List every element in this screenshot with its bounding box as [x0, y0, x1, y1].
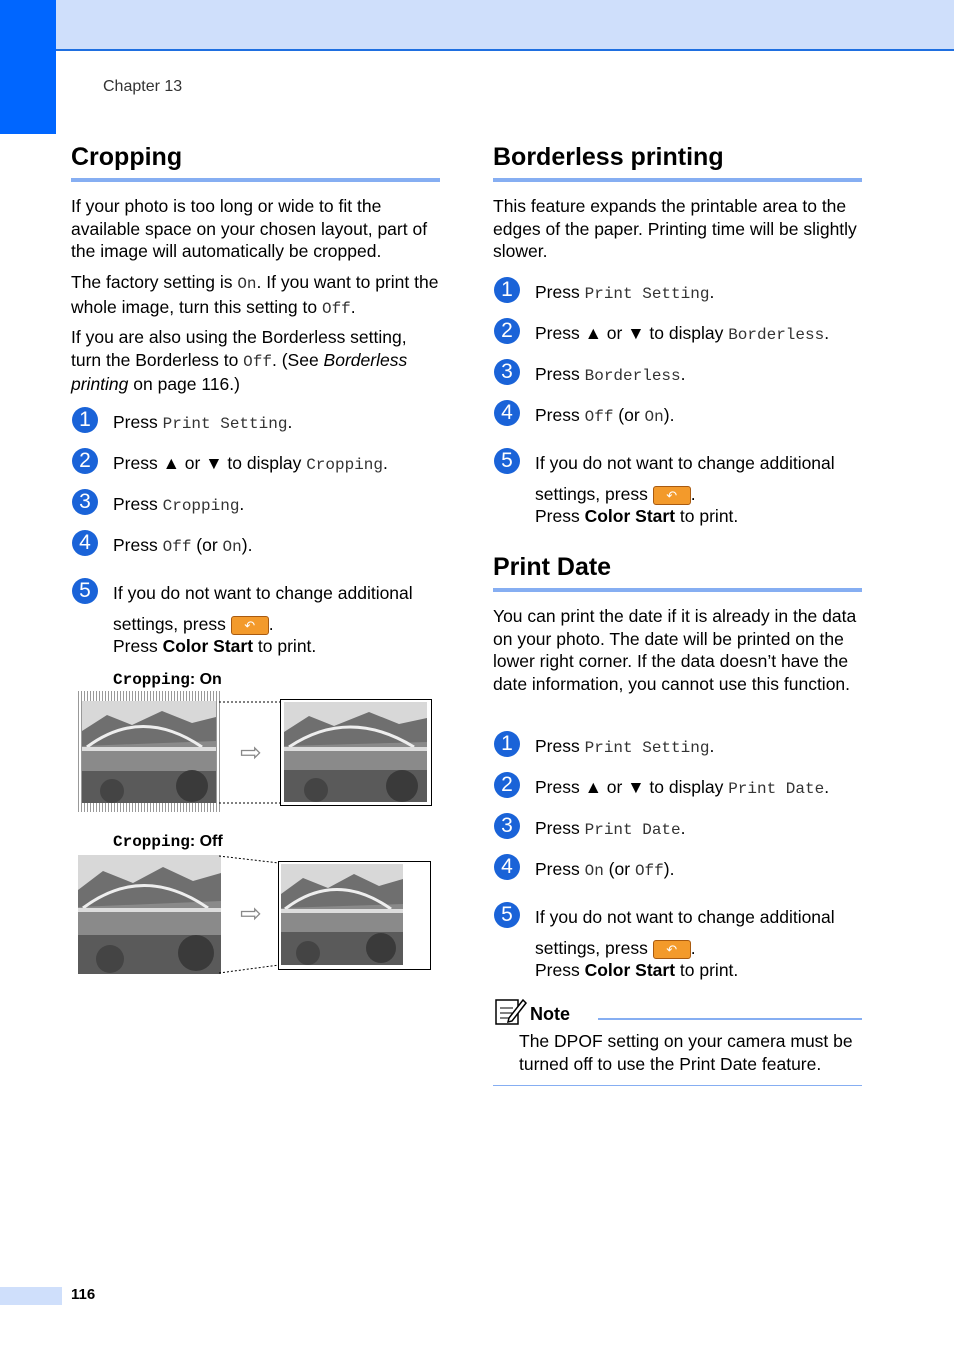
- title-rule: [493, 178, 862, 182]
- cropping-factory-setting: The factory setting is On. If you want to print the whole image, turn this setting to Off.: [71, 272, 439, 318]
- page-number: 116: [71, 1286, 96, 1303]
- title-rule: [71, 178, 440, 182]
- cropping-title: Cropping: [71, 143, 183, 171]
- note-bottom-rule: [493, 1085, 862, 1086]
- step-number: 3: [72, 489, 98, 515]
- step-text: Press ▲ or ▼ to display Borderless.: [535, 323, 830, 344]
- step-text: Press Borderless.: [535, 364, 686, 385]
- step-text: Press Color Start to print.: [535, 506, 739, 526]
- caption-cropping-off: Cropping: Off: [113, 833, 223, 851]
- photo-result-on: [284, 702, 427, 802]
- step-text: Press Off (or On).: [535, 405, 675, 426]
- step-text: Press Print Setting.: [113, 412, 293, 433]
- step-text: Press On (or Off).: [535, 859, 675, 880]
- back-arrow-icon: ↶: [653, 940, 691, 959]
- borderless-intro: This feature expands the printable area to the edges of the paper. Printing time will be slightly slower.: [493, 196, 857, 261]
- back-arrow-icon: ↶: [231, 616, 269, 635]
- step-text: Press ▲ or ▼ to display Cropping.: [113, 453, 388, 474]
- note-title: Note: [530, 1004, 570, 1024]
- step-text: If you do not want to change additional: [113, 583, 413, 603]
- header-bar: [0, 0, 954, 51]
- step-number: 1: [494, 731, 520, 757]
- step-number: 3: [494, 813, 520, 839]
- printdate-intro: You can print the date if it is already in the data on your photo. The date will be printed on the lower right corner. If the data doesn’t have the date information, you cannot use this function.: [493, 606, 857, 694]
- step-number: 4: [72, 530, 98, 556]
- photo-original: [82, 701, 216, 803]
- step-text: Press Color Start to print.: [113, 636, 317, 656]
- step-text: Press Color Start to print.: [535, 960, 739, 980]
- note-text: The DPOF setting on your camera must be turned off to use the Print Date feature.: [519, 1031, 853, 1074]
- chapter-tab: [0, 0, 56, 134]
- photo-result-off: [281, 864, 403, 965]
- right-arrow-icon: ⇨: [240, 737, 262, 767]
- step-text: settings, press ↶ .: [535, 484, 696, 504]
- step-number: 3: [494, 359, 520, 385]
- step-number: 5: [72, 578, 98, 604]
- step-text: Press Off (or On).: [113, 535, 253, 556]
- step-text: If you do not want to change additional: [535, 453, 835, 473]
- step-number: 2: [494, 772, 520, 798]
- step-text: If you do not want to change additional: [535, 907, 835, 927]
- printdate-title: Print Date: [493, 553, 612, 581]
- back-arrow-icon: ↶: [653, 486, 691, 505]
- caption-cropping-on: Cropping: On: [113, 671, 222, 689]
- step-text: settings, press ↶ .: [535, 938, 696, 958]
- step-text: Press Print Setting.: [535, 736, 715, 757]
- right-arrow-icon: ⇨: [240, 898, 262, 928]
- title-rule: [493, 588, 862, 592]
- step-number: 1: [72, 407, 98, 433]
- step-number: 1: [494, 277, 520, 303]
- step-number: 5: [494, 902, 520, 928]
- note-rule: [598, 1018, 862, 1020]
- step-number: 2: [494, 318, 520, 344]
- step-number: 2: [72, 448, 98, 474]
- chapter-label: Chapter 13: [103, 78, 183, 95]
- step-text: settings, press ↶ .: [113, 614, 274, 634]
- step-text: Press Cropping.: [113, 494, 245, 515]
- photo-original-off: [78, 855, 221, 974]
- step-number: 5: [494, 448, 520, 474]
- pencil-note-icon: [495, 996, 527, 1026]
- step-text: Press ▲ or ▼ to display Print Date.: [535, 777, 830, 798]
- step-number: 4: [494, 400, 520, 426]
- page-number-bar: [0, 1287, 62, 1305]
- step-text: Press Print Setting.: [535, 282, 715, 303]
- step-number: 4: [494, 854, 520, 880]
- cropping-borderless-note: If you are also using the Borderless setting, turn the Borderless to Off. (See Borderless printing on page 116.): [71, 327, 408, 394]
- cropping-intro: If your photo is too long or wide to fit the available space on your chosen layout, part of the image will automatically be cropped.: [71, 196, 428, 261]
- borderless-title: Borderless printing: [493, 143, 724, 171]
- step-text: Press Print Date.: [535, 818, 686, 839]
